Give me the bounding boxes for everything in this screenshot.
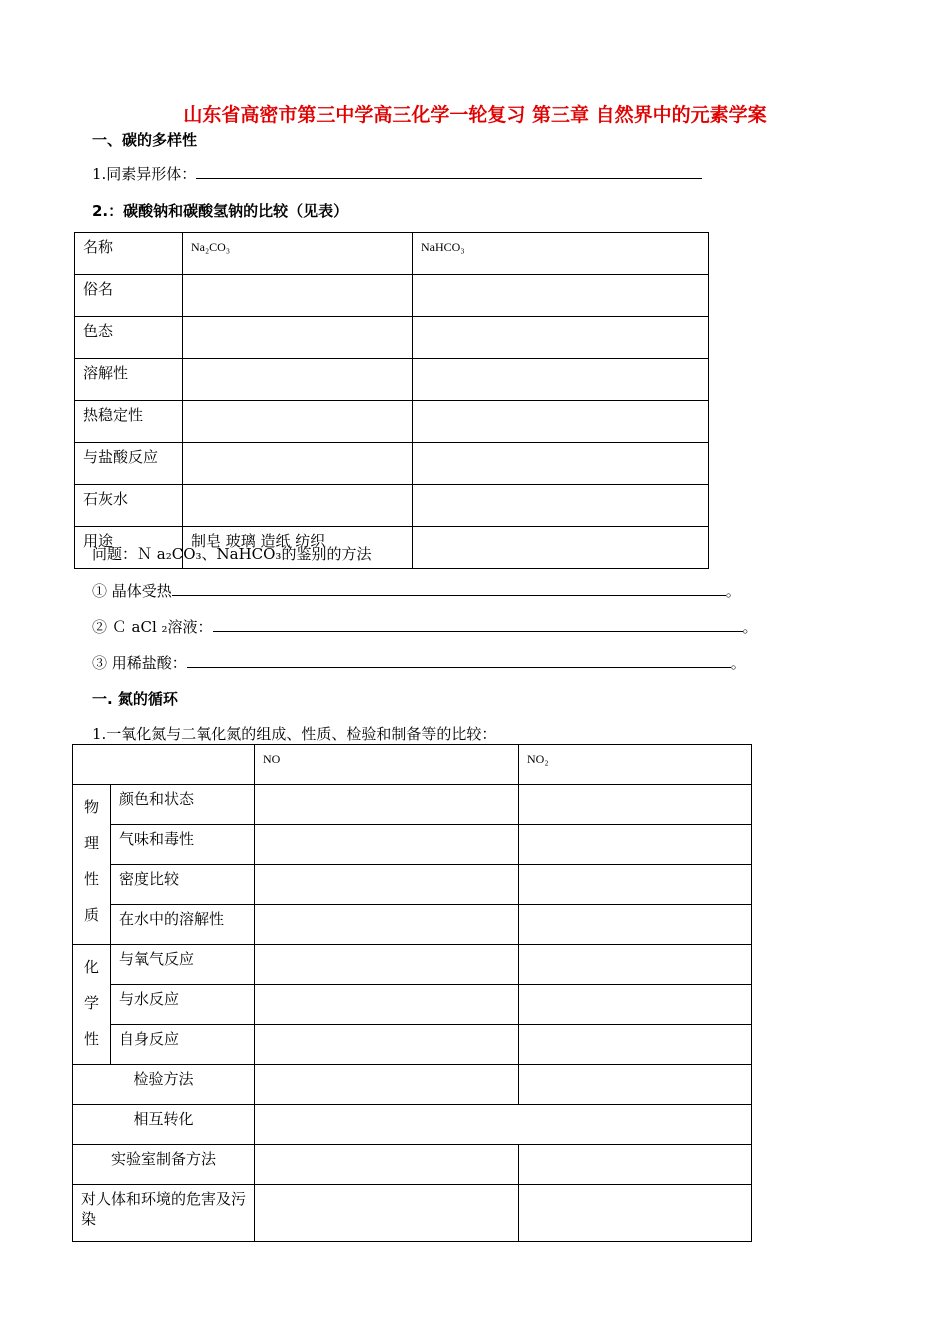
row-label: 在水中的溶解性 — [111, 905, 255, 945]
table-header-no2: NO₂ — [519, 745, 752, 785]
table-cell[interactable] — [519, 785, 752, 825]
table-cell[interactable] — [519, 1185, 752, 1242]
table-cell[interactable] — [255, 985, 519, 1025]
row-label: 密度比较 — [111, 865, 255, 905]
table-cell[interactable] — [413, 317, 709, 359]
group-label-physical — [73, 785, 111, 945]
table-row — [73, 1025, 752, 1065]
table-cell[interactable] — [255, 785, 519, 825]
method-cacl2-end: 。 — [742, 618, 758, 636]
answer-blank-allotrope[interactable] — [196, 164, 702, 179]
table-cell[interactable] — [255, 1185, 519, 1242]
section-heading-nitrogen: 一. 氮的循环 — [92, 690, 178, 708]
table-row — [73, 745, 752, 785]
section-heading-carbon: 一、碳的多样性 — [92, 131, 198, 149]
question-allotrope — [92, 163, 702, 184]
method-hcl — [92, 652, 746, 673]
group-char: 理 — [83, 834, 99, 852]
row-label: 与氧气反应 — [111, 945, 255, 985]
table-cell[interactable] — [413, 443, 709, 485]
table-row — [73, 825, 752, 865]
row-label-test: 检验方法 — [73, 1065, 255, 1105]
group-char: 物 — [83, 798, 99, 816]
table-header-na2co3: Na₂CO₃ — [183, 233, 413, 275]
method-heat-label: ① 晶体受热 — [92, 582, 172, 600]
table-cell[interactable] — [183, 443, 413, 485]
table-cell[interactable] — [255, 945, 519, 985]
table-row — [75, 401, 709, 443]
table-cell[interactable] — [413, 359, 709, 401]
question-no-comparison: 1.一氧化氮与二氧化氮的组成、性质、检验和制备等的比较： — [92, 725, 497, 743]
method-cacl2-label: ② Ｃ aCl ₂溶液： — [92, 618, 213, 636]
table-row — [73, 1145, 752, 1185]
table-cell[interactable] — [183, 317, 413, 359]
table-cell[interactable] — [519, 985, 752, 1025]
table-row — [73, 1065, 752, 1105]
table-header-name: 名称 — [75, 233, 183, 275]
group-char: 性 — [83, 1030, 99, 1048]
table-row — [73, 785, 752, 825]
table-cell[interactable] — [255, 1065, 519, 1105]
method-heat-end: 。 — [725, 582, 741, 600]
table-cell-uses[interactable]: 制皂 玻璃 造纸 纺织 — [183, 527, 413, 569]
group-char: 质 — [83, 906, 99, 924]
table-cell[interactable] — [255, 1105, 752, 1145]
answer-blank-heat[interactable] — [172, 581, 726, 596]
nitrogen-oxide-comparison-table — [72, 744, 752, 1242]
table-cell[interactable] — [183, 401, 413, 443]
table-cell[interactable] — [413, 275, 709, 317]
table-cell[interactable] — [413, 401, 709, 443]
table-cell[interactable] — [255, 865, 519, 905]
table-header-blank — [73, 745, 255, 785]
table-cell[interactable] — [519, 1145, 752, 1185]
row-label-convert: 相互转化 — [73, 1105, 255, 1145]
group-char: 学 — [83, 994, 99, 1012]
group-char: 化 — [83, 958, 99, 976]
table-cell[interactable] — [183, 485, 413, 527]
row-label: 石灰水 — [75, 485, 183, 527]
row-label: 用途 — [75, 527, 183, 569]
table-cell[interactable] — [255, 1145, 519, 1185]
table-header-nahco3: NaHCO₃ — [413, 233, 709, 275]
row-label: 颜色和状态 — [111, 785, 255, 825]
table-cell[interactable] — [413, 527, 709, 569]
table-row — [73, 1105, 752, 1145]
method-heat — [92, 580, 741, 601]
method-hcl-end: 。 — [730, 654, 746, 672]
table-cell[interactable] — [519, 825, 752, 865]
row-label: 俗名 — [75, 275, 183, 317]
question-allotrope-label: 1.同素异形体： — [92, 165, 197, 183]
table-row — [73, 905, 752, 945]
row-label: 与盐酸反应 — [75, 443, 183, 485]
row-label: 气味和毒性 — [111, 825, 255, 865]
table-cell[interactable] — [255, 905, 519, 945]
table-row — [73, 985, 752, 1025]
method-hcl-label: ③ 用稀盐酸： — [92, 654, 187, 672]
table-cell[interactable] — [255, 825, 519, 865]
table-row — [75, 317, 709, 359]
table-cell[interactable] — [413, 485, 709, 527]
table-row — [73, 1185, 752, 1242]
table-row — [75, 443, 709, 485]
table-cell[interactable] — [255, 1025, 519, 1065]
table-row — [75, 359, 709, 401]
nitrogen-table-wrapper — [72, 744, 754, 1228]
answer-blank-cacl2[interactable] — [213, 617, 743, 632]
row-label: 自身反应 — [111, 1025, 255, 1065]
row-label: 热稳定性 — [75, 401, 183, 443]
table-cell[interactable] — [519, 945, 752, 985]
row-label: 溶解性 — [75, 359, 183, 401]
table-row — [73, 945, 752, 985]
group-label-chemical — [73, 945, 111, 1065]
table-header-no: NO — [255, 745, 519, 785]
table-row — [73, 865, 752, 905]
group-char: 性 — [83, 870, 99, 888]
carbonate-comparison-table — [74, 232, 709, 569]
method-cacl2 — [92, 616, 758, 637]
table-row — [75, 275, 709, 317]
table-cell[interactable] — [183, 359, 413, 401]
row-label: 色态 — [75, 317, 183, 359]
page-title: 山东省高密市第三中学高三化学一轮复习 第三章 自然界中的元素学案 — [183, 104, 767, 126]
answer-blank-hcl[interactable] — [187, 653, 731, 668]
table-cell[interactable] — [519, 865, 752, 905]
section-heading-comparison: 2.：碳酸钠和碳酸氢钠的比较（见表） — [92, 202, 349, 220]
row-label-prep: 实验室制备方法 — [73, 1145, 255, 1185]
table-row — [75, 485, 709, 527]
table-cell[interactable] — [519, 905, 752, 945]
table-cell[interactable] — [519, 1065, 752, 1105]
table-row — [75, 233, 709, 275]
row-label: 与水反应 — [111, 985, 255, 1025]
row-label-harm: 对人体和环境的危害及污染 — [73, 1185, 255, 1242]
table-cell[interactable] — [183, 275, 413, 317]
question-identify: 问题：Ｎ a₂CO₃、NaHCO₃的鉴别的方法 — [92, 545, 372, 563]
table-cell[interactable] — [519, 1025, 752, 1065]
